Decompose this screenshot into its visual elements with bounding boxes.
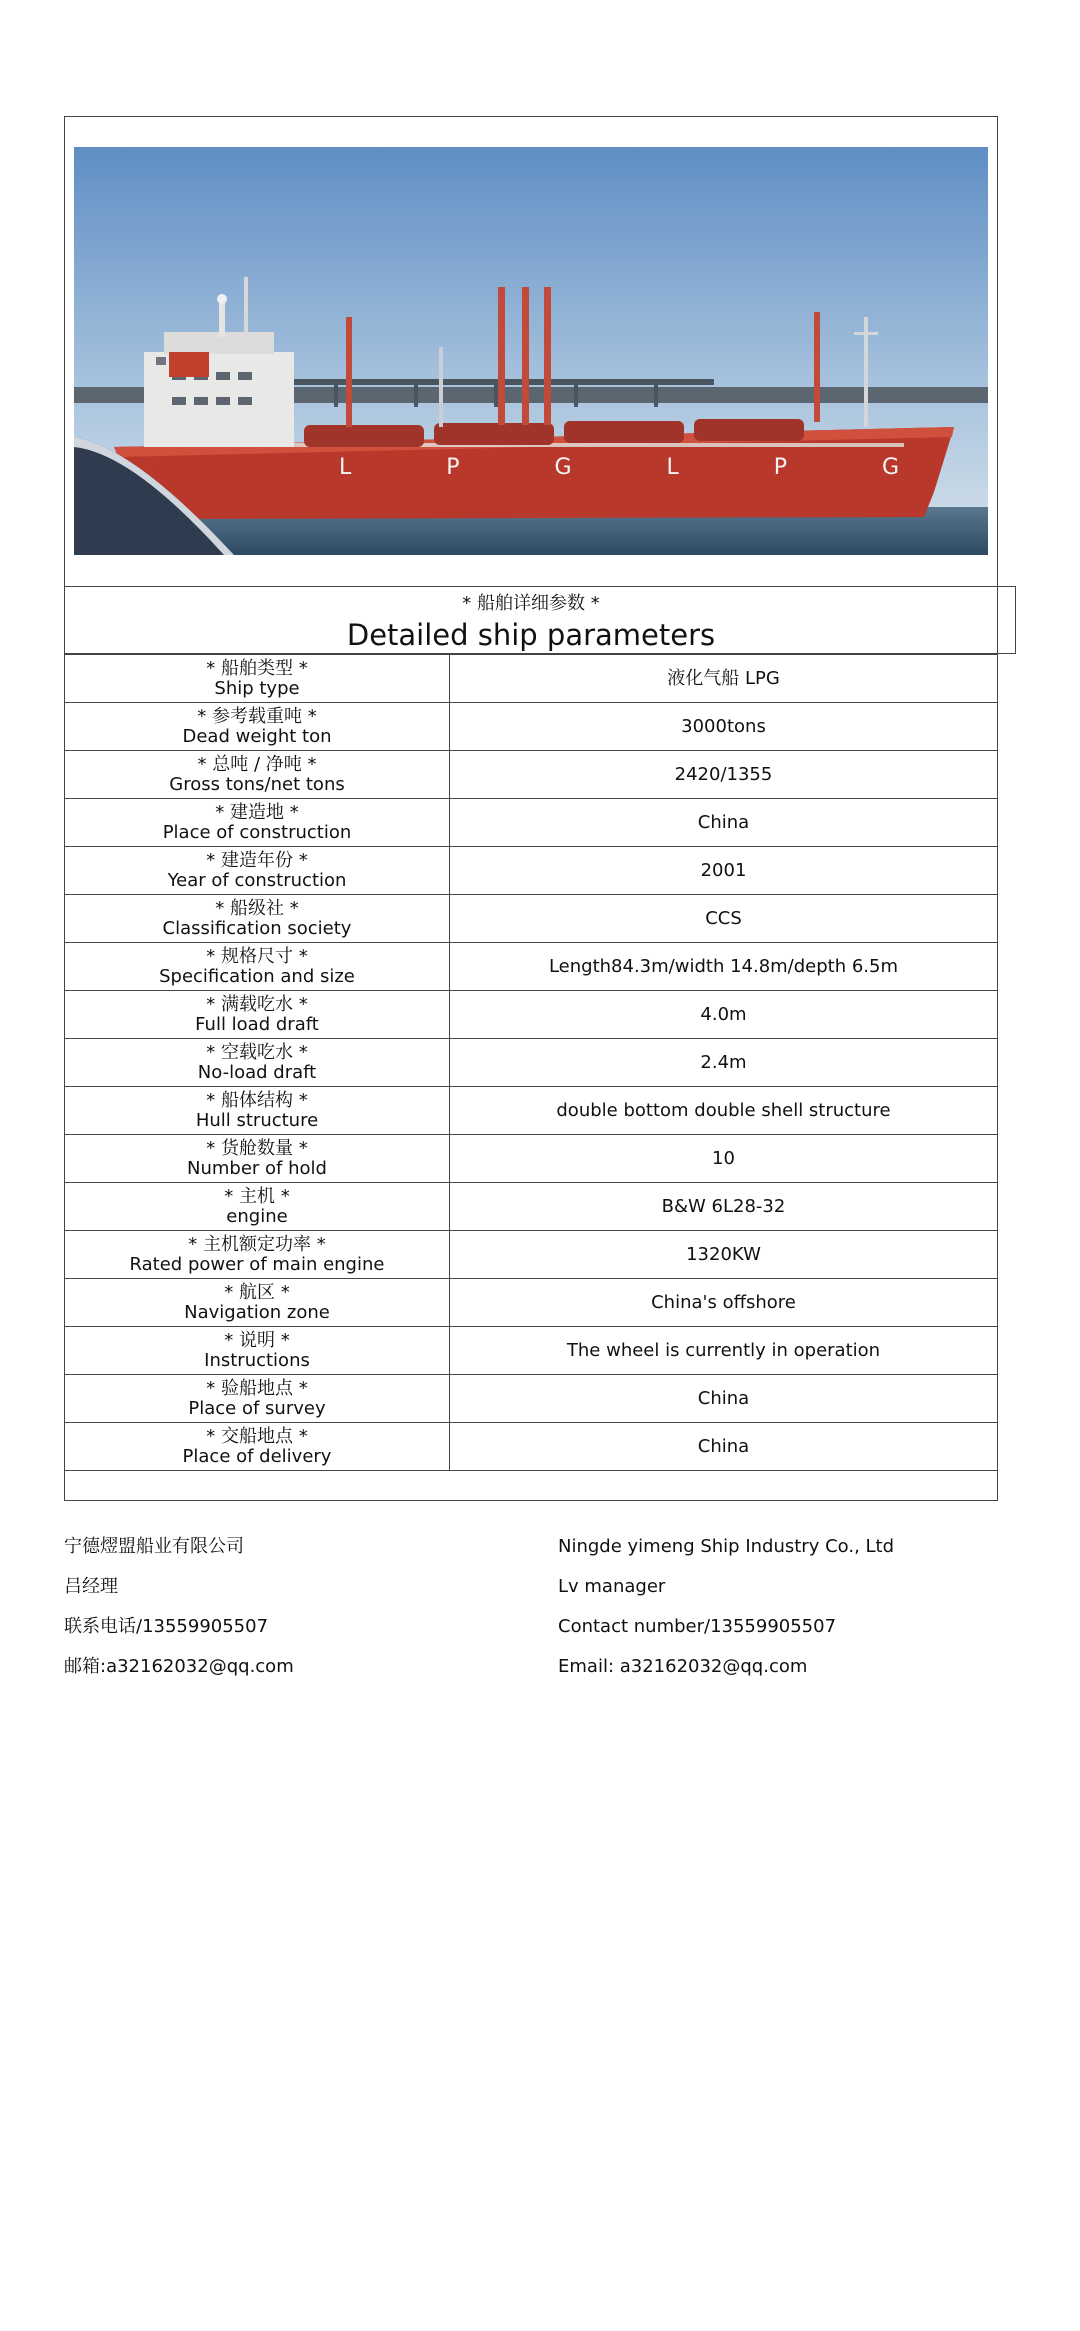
param-value: 2001 (450, 847, 998, 895)
param-label-cn: * 建造地 * (215, 801, 299, 823)
param-label-cn: * 航区 * (224, 1281, 290, 1303)
param-label (65, 1231, 450, 1279)
param-value: double bottom double shell structure (450, 1087, 998, 1135)
param-label-cn: * 船舶类型 * (206, 657, 308, 679)
table-row (65, 1375, 998, 1423)
param-value: Length84.3m/width 14.8m/depth 6.5m (450, 943, 998, 991)
table-row (65, 895, 998, 943)
param-label (65, 1135, 450, 1183)
contact-section (64, 1536, 1014, 1696)
table-title (64, 586, 998, 654)
param-label-cn: * 总吨 / 净吨 * (197, 753, 317, 775)
param-label-cn: * 主机额定功率 * (188, 1233, 326, 1255)
company-name-en: Ningde yimeng Ship Industry Co., Ltd (558, 1536, 895, 1557)
param-label-en: Place of construction (162, 821, 352, 843)
param-label-cn: * 船体结构 * (206, 1089, 308, 1111)
phone-en: Contact number/13559905507 (558, 1616, 837, 1637)
param-label-cn: * 空载吃水 * (206, 1041, 308, 1063)
param-label-en: Navigation zone (184, 1301, 330, 1323)
ship-parameters-table (64, 654, 998, 1471)
param-label-en: Place of delivery (182, 1445, 332, 1467)
param-value: 1320KW (450, 1231, 998, 1279)
param-label-en: Instructions (204, 1349, 310, 1371)
param-value: The wheel is currently in operation (450, 1327, 998, 1375)
param-value: B&W 6L28-32 (450, 1183, 998, 1231)
param-value: 液化气船 LPG (450, 655, 998, 703)
param-value: China (450, 1423, 998, 1471)
title-chinese: * 船舶详细参数 * (462, 593, 600, 614)
param-label-cn: * 船级社 * (215, 897, 299, 919)
contact-row-company (64, 1536, 1014, 1576)
title-box-overhang (998, 586, 1016, 654)
param-value: China's offshore (450, 1279, 998, 1327)
table-row (65, 799, 998, 847)
email-en: Email: a32162032@qq.com (558, 1656, 808, 1677)
param-label-en: Year of construction (167, 869, 347, 891)
param-value: 10 (450, 1135, 998, 1183)
table-row (65, 1279, 998, 1327)
param-label (65, 1087, 450, 1135)
param-label-en: No-load draft (197, 1061, 317, 1083)
param-label-en: Rated power of main engine (129, 1253, 385, 1275)
param-label (65, 703, 450, 751)
table-row (65, 1039, 998, 1087)
param-label-en: engine (226, 1205, 288, 1227)
param-value: CCS (450, 895, 998, 943)
company-name-cn: 宁德熤盟船业有限公司 (64, 1536, 244, 1557)
param-value: 2.4m (450, 1039, 998, 1087)
table-row (65, 943, 998, 991)
contact-row-manager (64, 1576, 1014, 1616)
param-label (65, 799, 450, 847)
param-label (65, 1327, 450, 1375)
contact-row-phone (64, 1616, 1014, 1656)
table-row (65, 1231, 998, 1279)
param-label-en: Ship type (214, 677, 300, 699)
param-label (65, 847, 450, 895)
param-label (65, 1279, 450, 1327)
param-label (65, 751, 450, 799)
param-label-en: Specification and size (159, 965, 355, 987)
param-label-en: Dead weight ton (182, 725, 332, 747)
param-label-cn: * 规格尺寸 * (206, 945, 308, 967)
param-label (65, 895, 450, 943)
manager-en: Lv manager (558, 1576, 666, 1597)
param-label (65, 1183, 450, 1231)
table-row (65, 655, 998, 703)
param-label-cn: * 验船地点 * (206, 1377, 308, 1399)
table-row (65, 1423, 998, 1471)
table-row (65, 1135, 998, 1183)
param-label-en: Hull structure (195, 1109, 319, 1131)
param-label (65, 991, 450, 1039)
param-value: 4.0m (450, 991, 998, 1039)
param-label-cn: * 建造年份 * (206, 849, 308, 871)
param-label (65, 1039, 450, 1087)
param-label-en: Gross tons/net tons (169, 773, 345, 795)
param-label-en: Classification society (162, 917, 352, 939)
param-label-cn: * 交船地点 * (206, 1425, 308, 1447)
contact-row-email (64, 1656, 1014, 1696)
param-label (65, 1375, 450, 1423)
param-label (65, 655, 450, 703)
param-value: China (450, 1375, 998, 1423)
ship-photo (74, 147, 988, 555)
table-row (65, 703, 998, 751)
param-label-cn: * 主机 * (224, 1185, 290, 1207)
table-row (65, 847, 998, 895)
table-row (65, 751, 998, 799)
param-label (65, 943, 450, 991)
param-value: China (450, 799, 998, 847)
title-english: Detailed ship parameters (346, 618, 716, 652)
hull-lpg-marking: L P G L P G (339, 455, 944, 480)
param-label-en: Full load draft (195, 1013, 319, 1035)
param-label-cn: * 货舱数量 * (206, 1137, 308, 1159)
phone-cn: 联系电话/13559905507 (64, 1616, 269, 1637)
table-row (65, 1327, 998, 1375)
param-label-cn: * 满载吃水 * (206, 993, 308, 1015)
table-row (65, 1183, 998, 1231)
param-label-en: Number of hold (187, 1157, 327, 1179)
param-value: 2420/1355 (450, 751, 998, 799)
param-label-cn: * 说明 * (224, 1329, 290, 1351)
manager-cn: 吕经理 (64, 1576, 118, 1597)
param-value: 3000tons (450, 703, 998, 751)
email-cn: 邮箱:a32162032@qq.com (64, 1656, 294, 1677)
param-label-en: Place of survey (188, 1397, 326, 1419)
table-row (65, 1087, 998, 1135)
param-label (65, 1423, 450, 1471)
table-row (65, 991, 998, 1039)
param-label-cn: * 参考载重吨 * (197, 705, 317, 727)
